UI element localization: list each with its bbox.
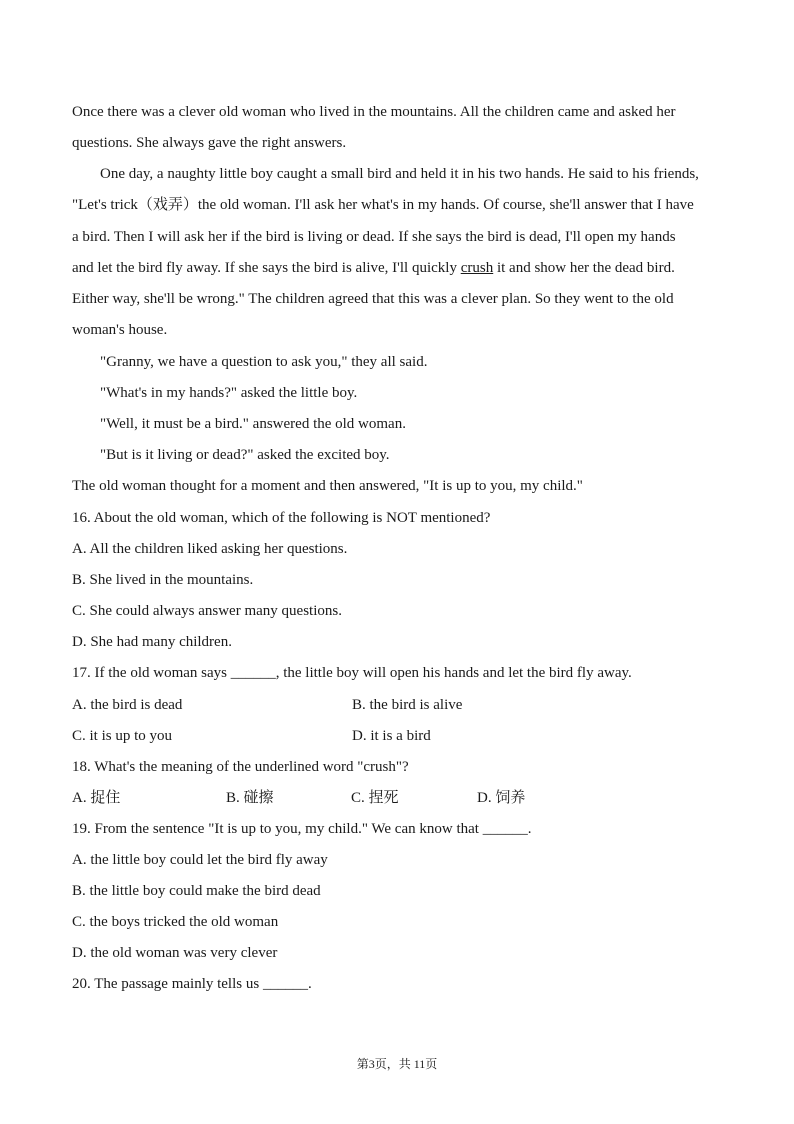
option-d: D. She had many children. [72, 634, 232, 650]
question-stem: 16. About the old woman, which of the following is NOT mentioned? [72, 510, 491, 526]
option-b: B. the little boy could make the bird dead [72, 883, 321, 899]
dialogue-line: "What's in my hands?" asked the little boy. [100, 385, 358, 401]
passage-line: Either way, she'll be wrong." The children agreed that this was a clever plan. So they went to the old [72, 291, 674, 307]
option-d: D. it is a bird [352, 728, 431, 744]
passage-line [72, 258, 736, 278]
passage-line: questions. She always gave the right answers. [72, 135, 347, 151]
passage-line: a bird. Then I will ask her if the bird is living or dead. If she says the bird is dead, I'll open my hands [72, 229, 676, 245]
option-row [72, 695, 736, 715]
dialogue-line: "But is it living or dead?" asked the excited boy. [100, 447, 390, 463]
passage-text: it and show her the dead bird. [493, 260, 675, 276]
option-a: A. All the children liked asking her questions. [72, 541, 348, 557]
passage-line: "Let's trick（戏弄）the old woman. I'll ask her what's in my hands. Of course, she'll answer that I have [72, 197, 694, 213]
question-stem: 17. If the old woman says ______, the little boy will open his hands and let the bird fly away. [72, 665, 632, 681]
question-stem: 18. What's the meaning of the underlined word "crush"? [72, 759, 409, 775]
passage-line: woman's house. [72, 322, 168, 338]
page-number: 第3页，共 11页 [356, 1057, 438, 1071]
option-c: C. She could always answer many questions. [72, 603, 342, 619]
option-a: A. the little boy could let the bird fly away [72, 852, 328, 868]
option-row [72, 726, 736, 746]
dialogue-line: "Granny, we have a question to ask you," they all said. [100, 354, 428, 370]
option-c: C. it is up to you [72, 728, 173, 744]
underlined-word: crush [460, 260, 494, 276]
option-b: B. 碰擦 [226, 790, 274, 806]
question-stem: 19. From the sentence "It is up to you, my child." We can know that ______. [72, 821, 532, 837]
passage-line: The old woman thought for a moment and then answered, "It is up to you, my child." [72, 478, 583, 494]
passage-text: and let the bird fly away. If she says the bird is alive, I'll quickly [72, 260, 461, 276]
passage-line: Once there was a clever old woman who lived in the mountains. All the children came and asked her [72, 104, 676, 120]
dialogue-line: "Well, it must be a bird." answered the old woman. [100, 416, 406, 432]
option-d: D. 饲养 [477, 790, 526, 806]
option-d: D. the old woman was very clever [72, 945, 278, 961]
option-a: A. the bird is dead [72, 697, 183, 713]
question-stem: 20. The passage mainly tells us ______. [72, 976, 312, 992]
option-a: A. 捉住 [72, 790, 121, 806]
passage-line: One day, a naughty little boy caught a small bird and held it in his two hands. He said to his friends, [100, 166, 699, 182]
option-c: C. 捏死 [351, 790, 399, 806]
option-b: B. the bird is alive [352, 697, 463, 713]
option-b: B. She lived in the mountains. [72, 572, 254, 588]
option-c: C. the boys tricked the old woman [72, 914, 279, 930]
